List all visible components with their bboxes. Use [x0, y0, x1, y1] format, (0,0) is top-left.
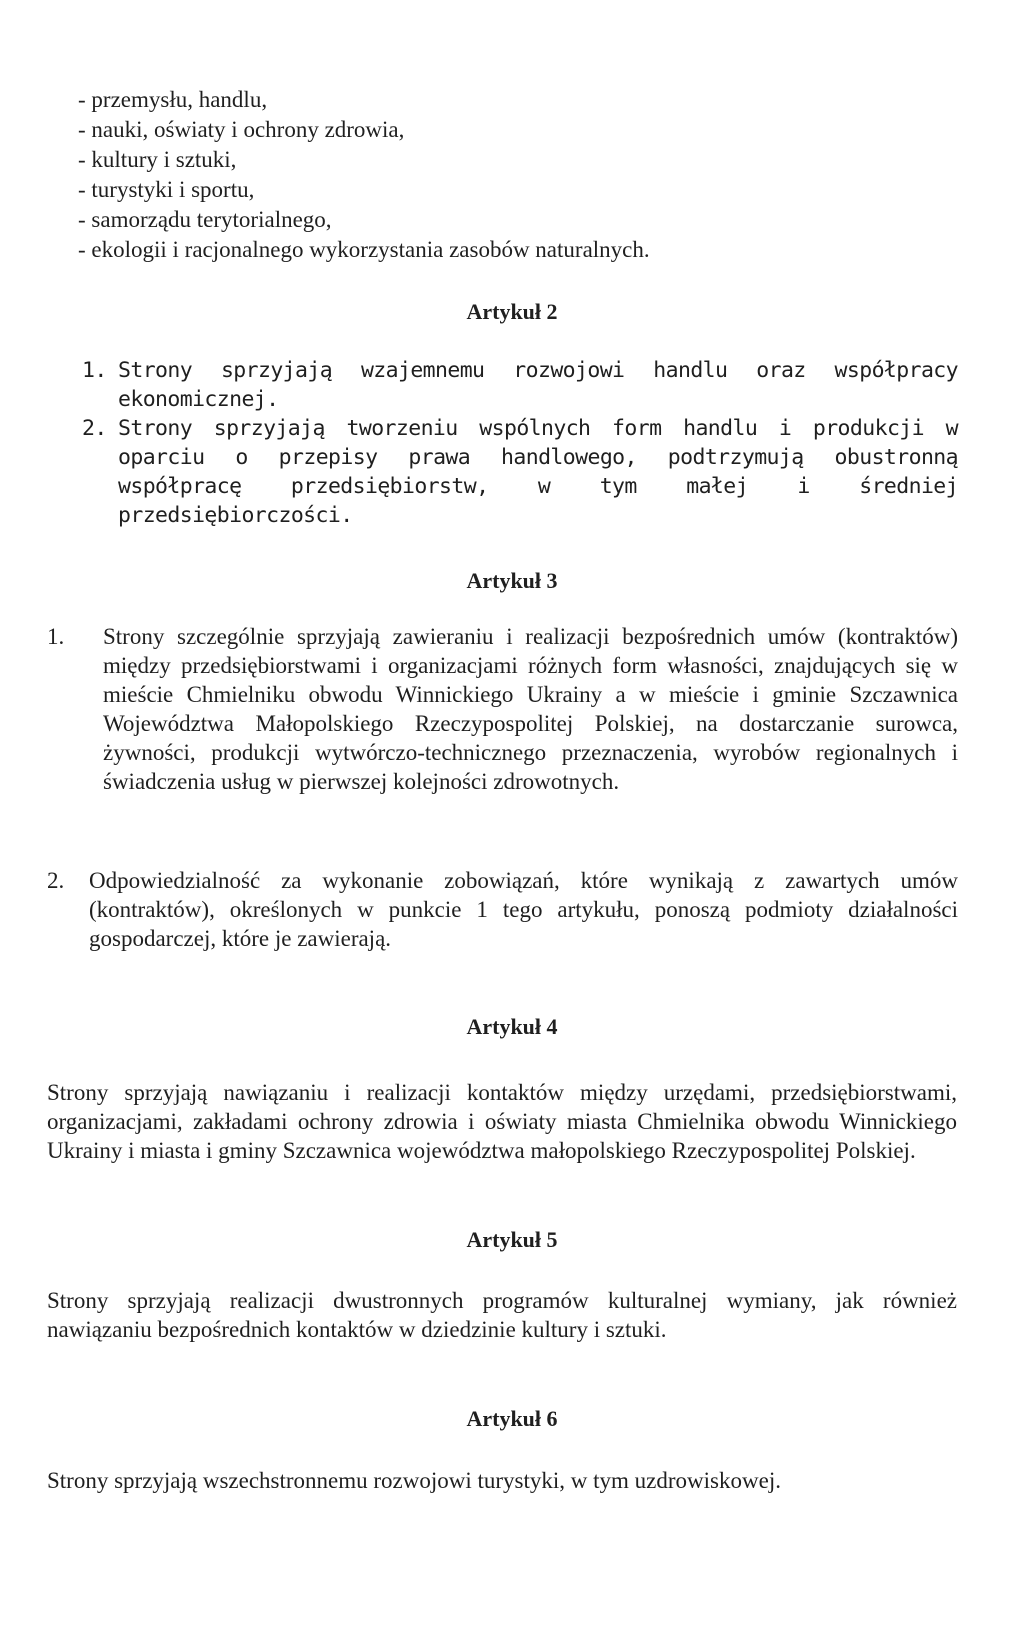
list-item: - przemysłu, handlu,	[78, 87, 268, 112]
article-4-heading: Artykuł 4	[466, 1014, 558, 1039]
paragraph-number: 2.	[47, 868, 65, 893]
paragraph-text: Strony sprzyjają wzajemnemu rozwojowi handlu oraz współpracy ekonomicznej.	[118, 358, 958, 412]
paragraph-number: 2.	[82, 416, 107, 441]
article-3-paragraph-1	[47, 622, 958, 796]
article-4-text: Strony sprzyjają nawiązaniu i realizacji kontaktów między urzędami, przedsiębiorstwami, organizacjami, zakładami ochrony zdrowia i oświaty miasta Chmielnika obwodu Winnickiego Ukrainy i miasta i gminy Szczawnica województwa małopolskiego Rzeczypospolitej Polskiej.	[47, 1080, 957, 1163]
article-2-paragraph-2	[82, 414, 958, 530]
paragraph-text: Odpowiedzialność za wykonanie zobowiązań, które wynikają z zawartych umów (kontraktów), określonych w punkcie 1 tego artykułu, ponoszą podmioty działalności gospodarczej, które je zawierają.	[89, 868, 958, 951]
article-5-heading: Artykuł 5	[466, 1227, 558, 1252]
article-3-paragraph-2	[47, 866, 958, 953]
article-2-heading: Artykuł 2	[466, 299, 558, 324]
paragraph-text: Strony szczególnie sprzyjają zawieraniu i realizacji bezpośrednich umów (kontraktów) między przedsiębiorstwami i organizacjami różnych form własności, znajdujących się w mieście Chmielniku obwodu Winnickiego Ukrainy a w mieście i gminie Szczawnica Województwa Małopolskiego Rzeczypospolitej Polskiej, na dostarczanie surowca, żywności, produkcji wytwórczo-technicznego przeznaczenia, wyrobów regionalnych i świadczenia usług w pierwszej kolejności zdrowotnych.	[103, 624, 958, 794]
sector-list	[78, 85, 958, 265]
article-6-text: Strony sprzyjają wszechstronnemu rozwojowi turystyki, w tym uzdrowiskowej.	[47, 1468, 781, 1493]
list-item: - samorządu terytorialnego,	[78, 207, 332, 232]
article-2-paragraph-1	[82, 356, 958, 414]
paragraph-text: Strony sprzyjają tworzeniu wspólnych form handlu i produkcji w oparciu o przepisy prawa handlowego, podtrzymują obustronną współpracę przedsiębiorstw, w tym małej i średniej przedsiębiorczości.	[118, 416, 958, 528]
list-item: - nauki, oświaty i ochrony zdrowia,	[78, 117, 405, 142]
list-item: - ekologii i racjonalnego wykorzystania zasobów naturalnych.	[78, 237, 650, 262]
paragraph-number: 1.	[47, 624, 65, 649]
list-item: - kultury i sztuki,	[78, 147, 237, 172]
article-6-heading: Artykuł 6	[466, 1406, 558, 1431]
article-3-heading: Artykuł 3	[466, 568, 558, 593]
list-item: - turystyki i sportu,	[78, 177, 255, 202]
article-5-text: Strony sprzyjają realizacji dwustronnych programów kulturalnej wymiany, jak również nawiązaniu bezpośrednich kontaktów w dziedzinie kultury i sztuki.	[47, 1288, 957, 1342]
paragraph-number: 1.	[82, 358, 107, 383]
